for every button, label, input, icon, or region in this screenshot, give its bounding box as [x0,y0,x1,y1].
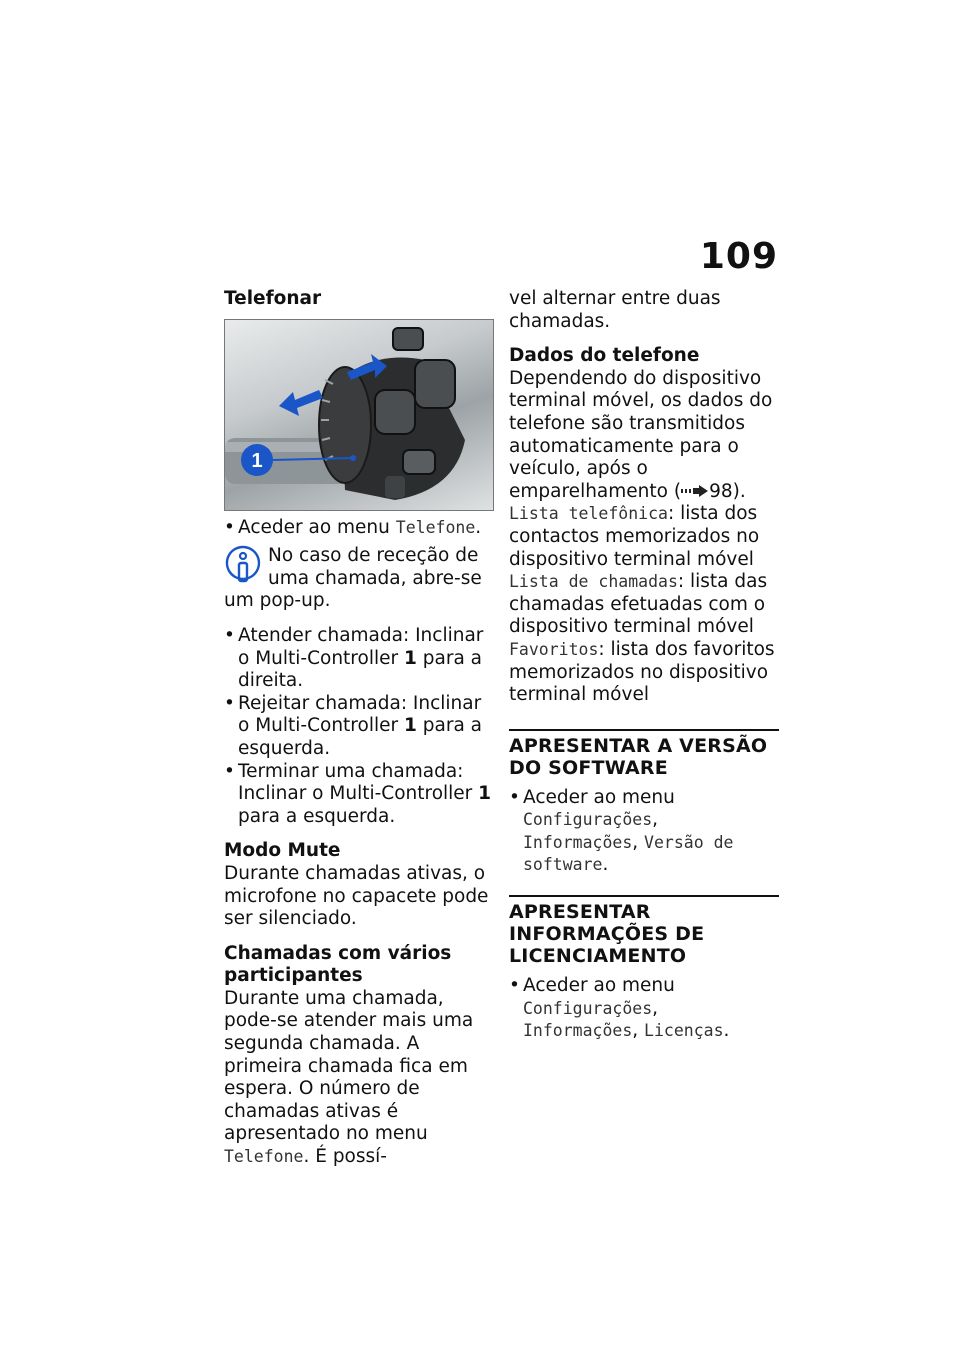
definition-text: : lista dos favoritos memorizados no dispositivo terminal móvel [509,638,775,706]
callout-1-label: 1 [251,449,263,472]
list-item-text: Atender chamada: Inclinar o Multi-Controller [238,624,484,669]
definition-item [509,503,779,571]
menu-path: Informações [523,1021,633,1041]
list-item-text: para a direita. [238,647,483,692]
list-item-text: Rejeitar chamada: Inclinar o Multi-Controller [238,692,482,737]
list-item [224,693,494,761]
paragraph-text: Dependendo do dispositivo terminal móvel, os dados do telefone são transmitidos automaticamente para o veículo, após o emparelhamento ( [509,367,773,502]
callout-ref: 1 [404,715,417,737]
page-reference-arrow-icon [681,484,709,498]
menu-path: Configurações [523,998,653,1018]
paragraph-multi-calls [224,988,494,1169]
menu-path: Telefone [395,517,476,537]
menu-path: Versão de software [523,832,734,875]
menu-path: Lista telefônica [509,504,668,524]
section-heading-telefonar: Telefonar [224,288,322,309]
definition-text: : lista dos contactos memorizados no dispositivo terminal móvel [509,503,760,570]
note-text: No caso de receção de uma chamada, abre-se um pop-up. [224,545,482,612]
paragraph-continued: vel alternar entre duas chamadas. [509,288,721,332]
definition-text: : lista das chamadas efetuadas com o dispositivo terminal móvel [509,571,768,638]
list-item-text: para a esquerda. [238,715,483,759]
callout-ref: 1 [478,783,492,805]
list-item [224,517,494,540]
list-item-text: . [475,516,482,538]
menu-path: Lista de chamadas [509,572,678,592]
subheading-multi-calls: Chamadas com vários participantes [224,942,452,987]
list-item-text: Terminar uma chamada: Inclinar o Multi-Controller [238,760,473,805]
menu-path: Licenças [644,1021,724,1041]
info-note [224,545,494,613]
section-heading-software-version: APRESENTAR A VERSÃO DO SOFTWARE [509,729,779,779]
list-item [224,625,494,693]
paragraph-text: . É possí- [303,1146,387,1168]
menu-path: Configurações [523,810,653,830]
list-item: • Aceder ao menu Configurações, Informações, Versão de software. [509,787,779,877]
callout-ref: 1 [404,647,417,669]
info-icon [224,545,262,589]
subheading-phone-data: Dados do telefone [509,345,700,367]
paragraph-phone-data [509,368,779,504]
definition-item [509,639,779,707]
list-item-text: Aceder ao menu [523,975,675,997]
section-heading-licensing: APRESENTAR INFORMAÇÕES DE LICENCIAMENTO [509,895,779,967]
controller-illustration [225,320,493,510]
right-column [509,288,779,1043]
paragraph-mute: Durante chamadas ativas, o microfone no capacete pode ser silenciado. [224,862,489,930]
menu-path: Favoritos [509,639,599,659]
paragraph-text: Durante uma chamada, pode-se atender mais uma segunda chamada. A primeira chamada fica em espera. O número de chamadas ativas é apresentado no menu [224,987,474,1145]
menu-path: Informações [523,832,633,852]
list-item-text: Aceder ao menu [523,786,675,808]
page-number: 109 [699,236,778,277]
list-item [224,761,494,829]
subheading-mute: Modo Mute [224,840,341,862]
list-item: • Aceder ao menu Configurações, Informações, Licenças. [509,975,779,1043]
handlebar-controller-photo [224,319,494,511]
paragraph-text: ). [732,480,746,502]
definition-item [509,571,779,639]
left-column [224,288,494,1169]
list-item-text: Aceder ao menu [238,516,390,538]
page-reference[interactable]: 98 [709,480,733,502]
menu-path: Telefone [224,1147,304,1167]
list-item-text: para a esquerda. [238,805,396,827]
